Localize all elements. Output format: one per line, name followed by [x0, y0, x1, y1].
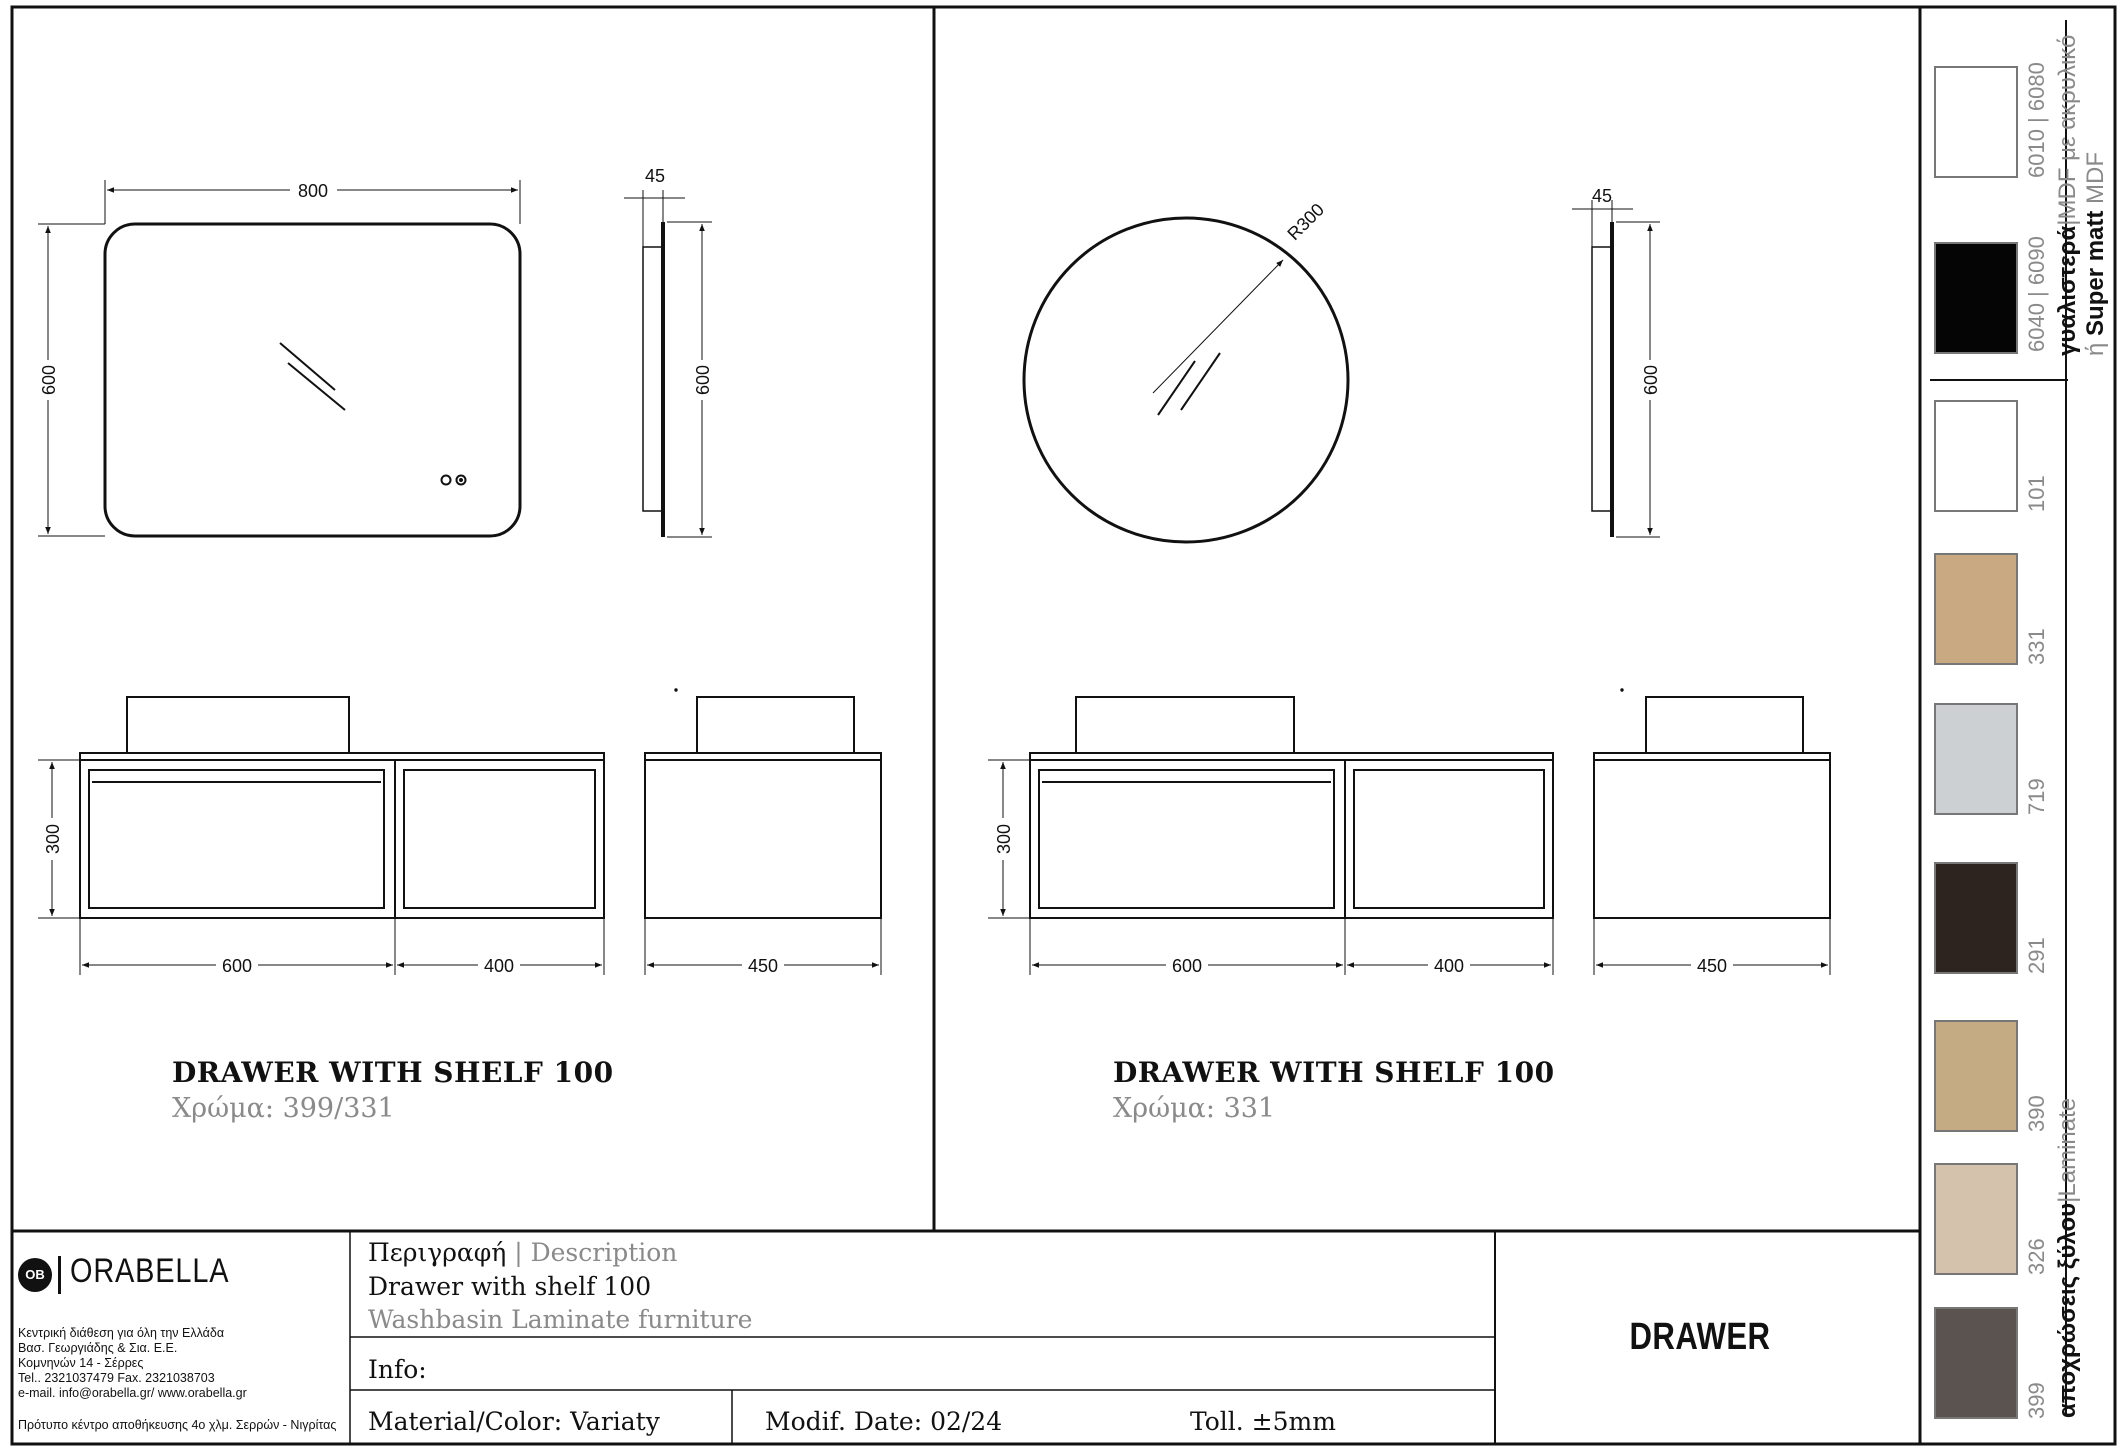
modif-date: Modif. Date: 02/24: [765, 1407, 1003, 1436]
dim-right-mirror-side-height: 600: [1641, 364, 1661, 396]
laminate-color-swatch[interactable]: [1934, 400, 2018, 512]
description-heading: [368, 1238, 677, 1267]
mdf-caption-or: ή: [2082, 342, 2109, 356]
right-product-title: DRAWER WITH SHELF 100: [1113, 1056, 1555, 1089]
right-mirror-front: [1024, 218, 1348, 542]
orabella-logo-mark: OB: [18, 1258, 52, 1292]
laminate-color-swatch[interactable]: [1934, 703, 2018, 815]
laminate-color-swatch[interactable]: [1934, 553, 2018, 665]
material-color: Material/Color: Variaty: [368, 1407, 660, 1436]
mdf-caption-rest: |MDF με ακρυλικό: [2054, 34, 2081, 226]
laminate-caption-bold: αποχρώσεις ξύλου: [2054, 1202, 2081, 1418]
dim-right-mirror-radius: R300: [1283, 199, 1329, 245]
right-cabinet-front: [988, 697, 1553, 975]
laminate-caption-rest: |Laminate: [2054, 1097, 2081, 1203]
right-cabinet-side: [1594, 689, 1830, 975]
logo-divider: [58, 1256, 61, 1294]
mdf-caption-bold2: Super matt: [2082, 210, 2109, 336]
left-product-color: Χρώμα: 399/331: [172, 1093, 395, 1124]
warehouse-note: Πρότυπο κέντρο αποθήκευσης 4ο χλμ. Σερρών - Νιγρίτας: [18, 1418, 337, 1432]
dim-left-mirror-height: 600: [39, 364, 59, 396]
laminate-color-swatch[interactable]: [1934, 862, 2018, 974]
dim-left-cab-w2: 400: [483, 956, 515, 976]
address-line: Κεντρική διάθεση για όλη την Ελλάδα: [18, 1326, 225, 1340]
right-product-color: Χρώμα: 331: [1113, 1093, 1276, 1124]
dim-left-cab-height: 300: [43, 823, 63, 855]
mdf-caption-2: [2082, 152, 2110, 356]
description-line1: Drawer with shelf 100: [368, 1272, 652, 1301]
company-address: [18, 1326, 247, 1401]
laminate-swatch-code: 291: [2024, 937, 2049, 974]
mdf-color-swatch[interactable]: [1934, 242, 2018, 354]
laminate-swatch-code: 331: [2024, 628, 2049, 665]
laminate-swatch-code: 399: [2024, 1382, 2049, 1419]
left-mirror-side: [624, 190, 712, 537]
description-gr: Περιγραφή: [368, 1238, 507, 1267]
left-cabinet-side: [645, 689, 881, 975]
description-sep: |: [506, 1238, 531, 1267]
category-label: DRAWER: [1629, 1316, 1771, 1358]
laminate-swatch-code: 390: [2024, 1095, 2049, 1132]
dim-left-mirror-depth: 45: [644, 166, 666, 186]
description-line2: Washbasin Laminate furniture: [368, 1305, 753, 1334]
address-line: Tel.. 2321037479 Fax. 2321038703: [18, 1371, 215, 1385]
dim-left-cab-w1: 600: [221, 956, 253, 976]
orabella-brand: ORABELLA: [70, 1252, 230, 1290]
laminate-swatch-code: 719: [2024, 778, 2049, 815]
tolerance: Toll. ±5mm: [1190, 1407, 1336, 1436]
dim-right-cab-height: 300: [994, 823, 1014, 855]
left-mirror-front: [38, 180, 520, 536]
dim-right-cab-side: 450: [1696, 956, 1728, 976]
mdf-caption-rest2: MDF: [2082, 151, 2109, 211]
dim-left-mirror-width: 800: [297, 181, 329, 201]
dim-right-cab-w2: 400: [1433, 956, 1465, 976]
laminate-color-swatch[interactable]: [1934, 1307, 2018, 1419]
laminate-color-swatch[interactable]: [1934, 1163, 2018, 1275]
left-product-title: DRAWER WITH SHELF 100: [172, 1056, 614, 1089]
mdf-codes-b: 6040 | 6090: [2024, 236, 2049, 352]
dim-left-mirror-side-height: 600: [693, 364, 713, 396]
laminate-swatch-code: 101: [2024, 475, 2049, 512]
info-label: Info:: [368, 1355, 427, 1384]
dim-right-mirror-depth: 45: [1591, 186, 1613, 206]
mdf-codes-a: 6010 | 6080: [2024, 62, 2049, 178]
dim-right-cab-w1: 600: [1171, 956, 1203, 976]
laminate-swatch-code: 326: [2024, 1238, 2049, 1275]
address-line: Κομνηνών 14 - Σέρρες: [18, 1356, 144, 1370]
address-line[interactable]: e-mail. info@orabella.gr/ www.orabella.gr: [18, 1386, 247, 1400]
address-line: Βασ. Γεωργιάδης & Σια. Ε.Ε.: [18, 1341, 178, 1355]
laminate-color-swatch[interactable]: [1934, 1020, 2018, 1132]
description-en: Description: [530, 1238, 678, 1267]
laminate-caption: [2054, 1098, 2082, 1418]
mdf-caption-bold: γυαλιστερά: [2054, 225, 2081, 356]
mdf-color-swatch[interactable]: [1934, 66, 2018, 178]
left-cabinet-front: [38, 697, 604, 975]
dim-left-cab-side: 450: [747, 956, 779, 976]
mdf-caption-1: [2054, 35, 2082, 356]
